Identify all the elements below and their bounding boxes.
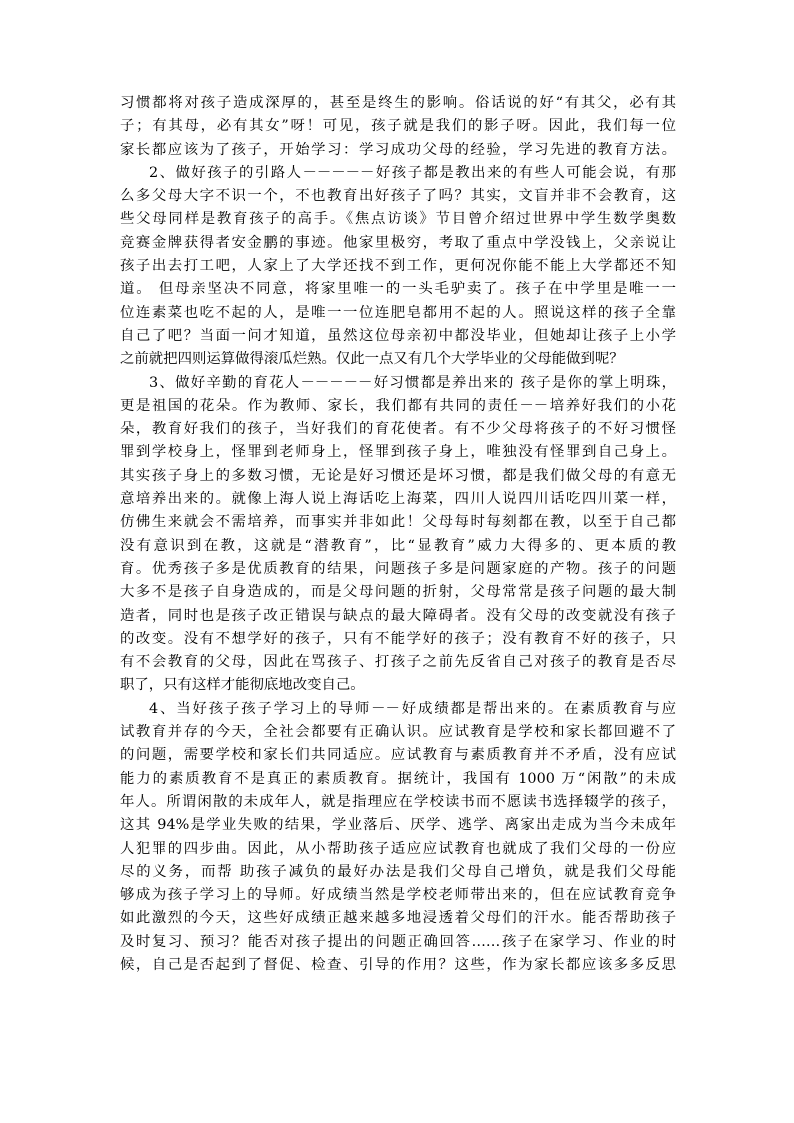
text-line: 的改变。没有不想学好的孩子，只有不能学好的孩子；没有教育不好的孩子，只 bbox=[120, 630, 676, 647]
text-line: 更是祖国的花朵。作为教师、家长，我们都有共同的责任－－培养好我们的小花 bbox=[120, 397, 676, 414]
text-line: 仿佛生来就会不需培养，而事实并非如此！父母每时每刻都在教，以至于自己都 bbox=[120, 514, 676, 531]
text-line: 么多父母大字不识一个，不也教育出好孩子了吗？其实，文盲并非不会教育，这 bbox=[120, 188, 676, 205]
text-line: 能力的素质教育不是真正的素质教育。据统计，我国有 1000 万“闲散”的未成 bbox=[120, 770, 676, 787]
text-line: 造者，同时也是孩子改正错误与缺点的最大障碍者。没有父母的改变就没有孩子 bbox=[120, 607, 676, 624]
text-line: 子；有其母，必有其女”呀！可见，孩子就是我们的影子呀。因此，我们每一位 bbox=[120, 118, 676, 135]
text-line: 位连素菜也吃不起的人，是唯一一位连肥皂都用不起的人。照说这样的孩子全靠 bbox=[120, 304, 676, 321]
text-line: 之前就把四则运算做得滚瓜烂熟。仅此一点又有几个大学毕业的父母能做到呢？ bbox=[120, 351, 624, 368]
text-line: 没有意识到在教，这就是“潜教育”，比“显教育”威力大得多的、更本质的教 bbox=[120, 537, 676, 554]
text-line: 这其 94%是学业失败的结果，学业落后、厌学、逃学、离家出走成为当今未成年 bbox=[120, 817, 676, 834]
paragraph bbox=[120, 92, 676, 162]
text-line: 竞赛金牌获得者安金鹏的事迹。他家里极穷，考取了重点中学没钱上，父亲说让 bbox=[120, 234, 676, 251]
text-line: 够成为孩子学习上的导师。好成绩当然是学校老师带出来的，但在应试教育竞争 bbox=[120, 887, 676, 904]
text-line: 些父母同样是教育孩子的高手。《焦点访谈》节目曾介绍过世界中学生数学奥数 bbox=[120, 211, 676, 228]
text-line: 及时复习、预习？能否对孩子提出的问题正确回答……孩子在家学习、作业的时 bbox=[120, 933, 676, 950]
text-line: 职了，只有这样才能彻底地改变自己。 bbox=[120, 677, 365, 694]
text-line: 家长都应该为了孩子，开始学习：学习成功父母的经验，学习先进的教育方法。 bbox=[120, 141, 676, 158]
text-line: 2、做好孩子的引路人－－－－－好孩子都是教出来的有些人可能会说，有那 bbox=[149, 164, 676, 181]
text-line: 4、当好孩子孩子学习上的导师－－好成绩都是帮出来的。在素质教育与应 bbox=[149, 700, 676, 717]
text-line: 育。优秀孩子多是优质教育的结果，问题孩子多是问题家庭的产物。孩子的问题 bbox=[120, 560, 676, 577]
text-line: 罪到学校身上，怪罪到老师身上，怪罪到孩子身上，唯独没有怪罪到自己身上。 bbox=[120, 444, 676, 461]
paragraph bbox=[120, 372, 676, 698]
text-line: 意培养出来的。就像上海人说上海话吃上海菜，四川人说四川话吃四川菜一样， bbox=[120, 491, 676, 508]
text-line: 3、做好辛勤的育花人－－－－－好习惯都是养出来的 孩子是你的掌上明珠， bbox=[149, 374, 676, 391]
document-body bbox=[120, 92, 676, 977]
text-line: 其实孩子身上的多数习惯，无论是好习惯还是坏习惯，都是我们做父母的有意无 bbox=[120, 467, 676, 484]
text-line: 孩子出去打工吧，人家上了大学还找不到工作，更何况你能不能上大学都还不知 bbox=[120, 258, 676, 275]
text-line: 大多不是孩子自身造成的，而是父母问题的折射，父母常常是孩子问题的最大制 bbox=[120, 584, 676, 601]
text-line: 自己了吧？当面一问才知道，虽然这位母亲初中都没毕业，但她却让孩子上小学 bbox=[120, 327, 676, 344]
text-line: 候，自己是否起到了督促、检查、引导的作用？这些，作为家长都应该多多反思 bbox=[120, 956, 676, 973]
paragraph bbox=[120, 162, 676, 372]
text-line: 人犯罪的四步曲。因此，从小帮助孩子适应应试教育也就成了我们父母的一份应 bbox=[120, 840, 676, 857]
text-line: 有不会教育的父母，因此在骂孩子、打孩子之前先反省自己对孩子的教育是否尽 bbox=[120, 654, 676, 671]
paragraph bbox=[120, 698, 676, 978]
text-line: 年人。所谓闲散的未成年人，就是指理应在学校读书而不愿读书选择辍学的孩子， bbox=[120, 793, 676, 810]
text-line: 试教育并存的今天，全社会都要有正确认识。应试教育是学校和家长都回避不了 bbox=[120, 724, 676, 741]
text-line: 道。 但母亲坚决不同意，将家里唯一的一头毛驴卖了。孩子在中学里是唯一一 bbox=[120, 281, 676, 298]
text-line: 的问题，需要学校和家长们共同适应。应试教育与素质教育并不矛盾，没有应试 bbox=[120, 747, 676, 764]
text-line: 习惯都将对孩子造成深厚的，甚至是终生的影响。俗话说的好“有其父，必有其 bbox=[120, 95, 676, 111]
text-line: 朵，教育好我们的孩子，当好我们的育花使者。有不少父母将孩子的不好习惯怪 bbox=[120, 421, 676, 438]
text-line: 尽的义务，而帮 助孩子减负的最好办法是我们父母自己增负，就是我们父母能 bbox=[120, 863, 676, 880]
text-line: 如此激烈的今天，这些好成绩正越来越多地浸透着父母们的汗水。能否帮助孩子 bbox=[120, 910, 676, 927]
